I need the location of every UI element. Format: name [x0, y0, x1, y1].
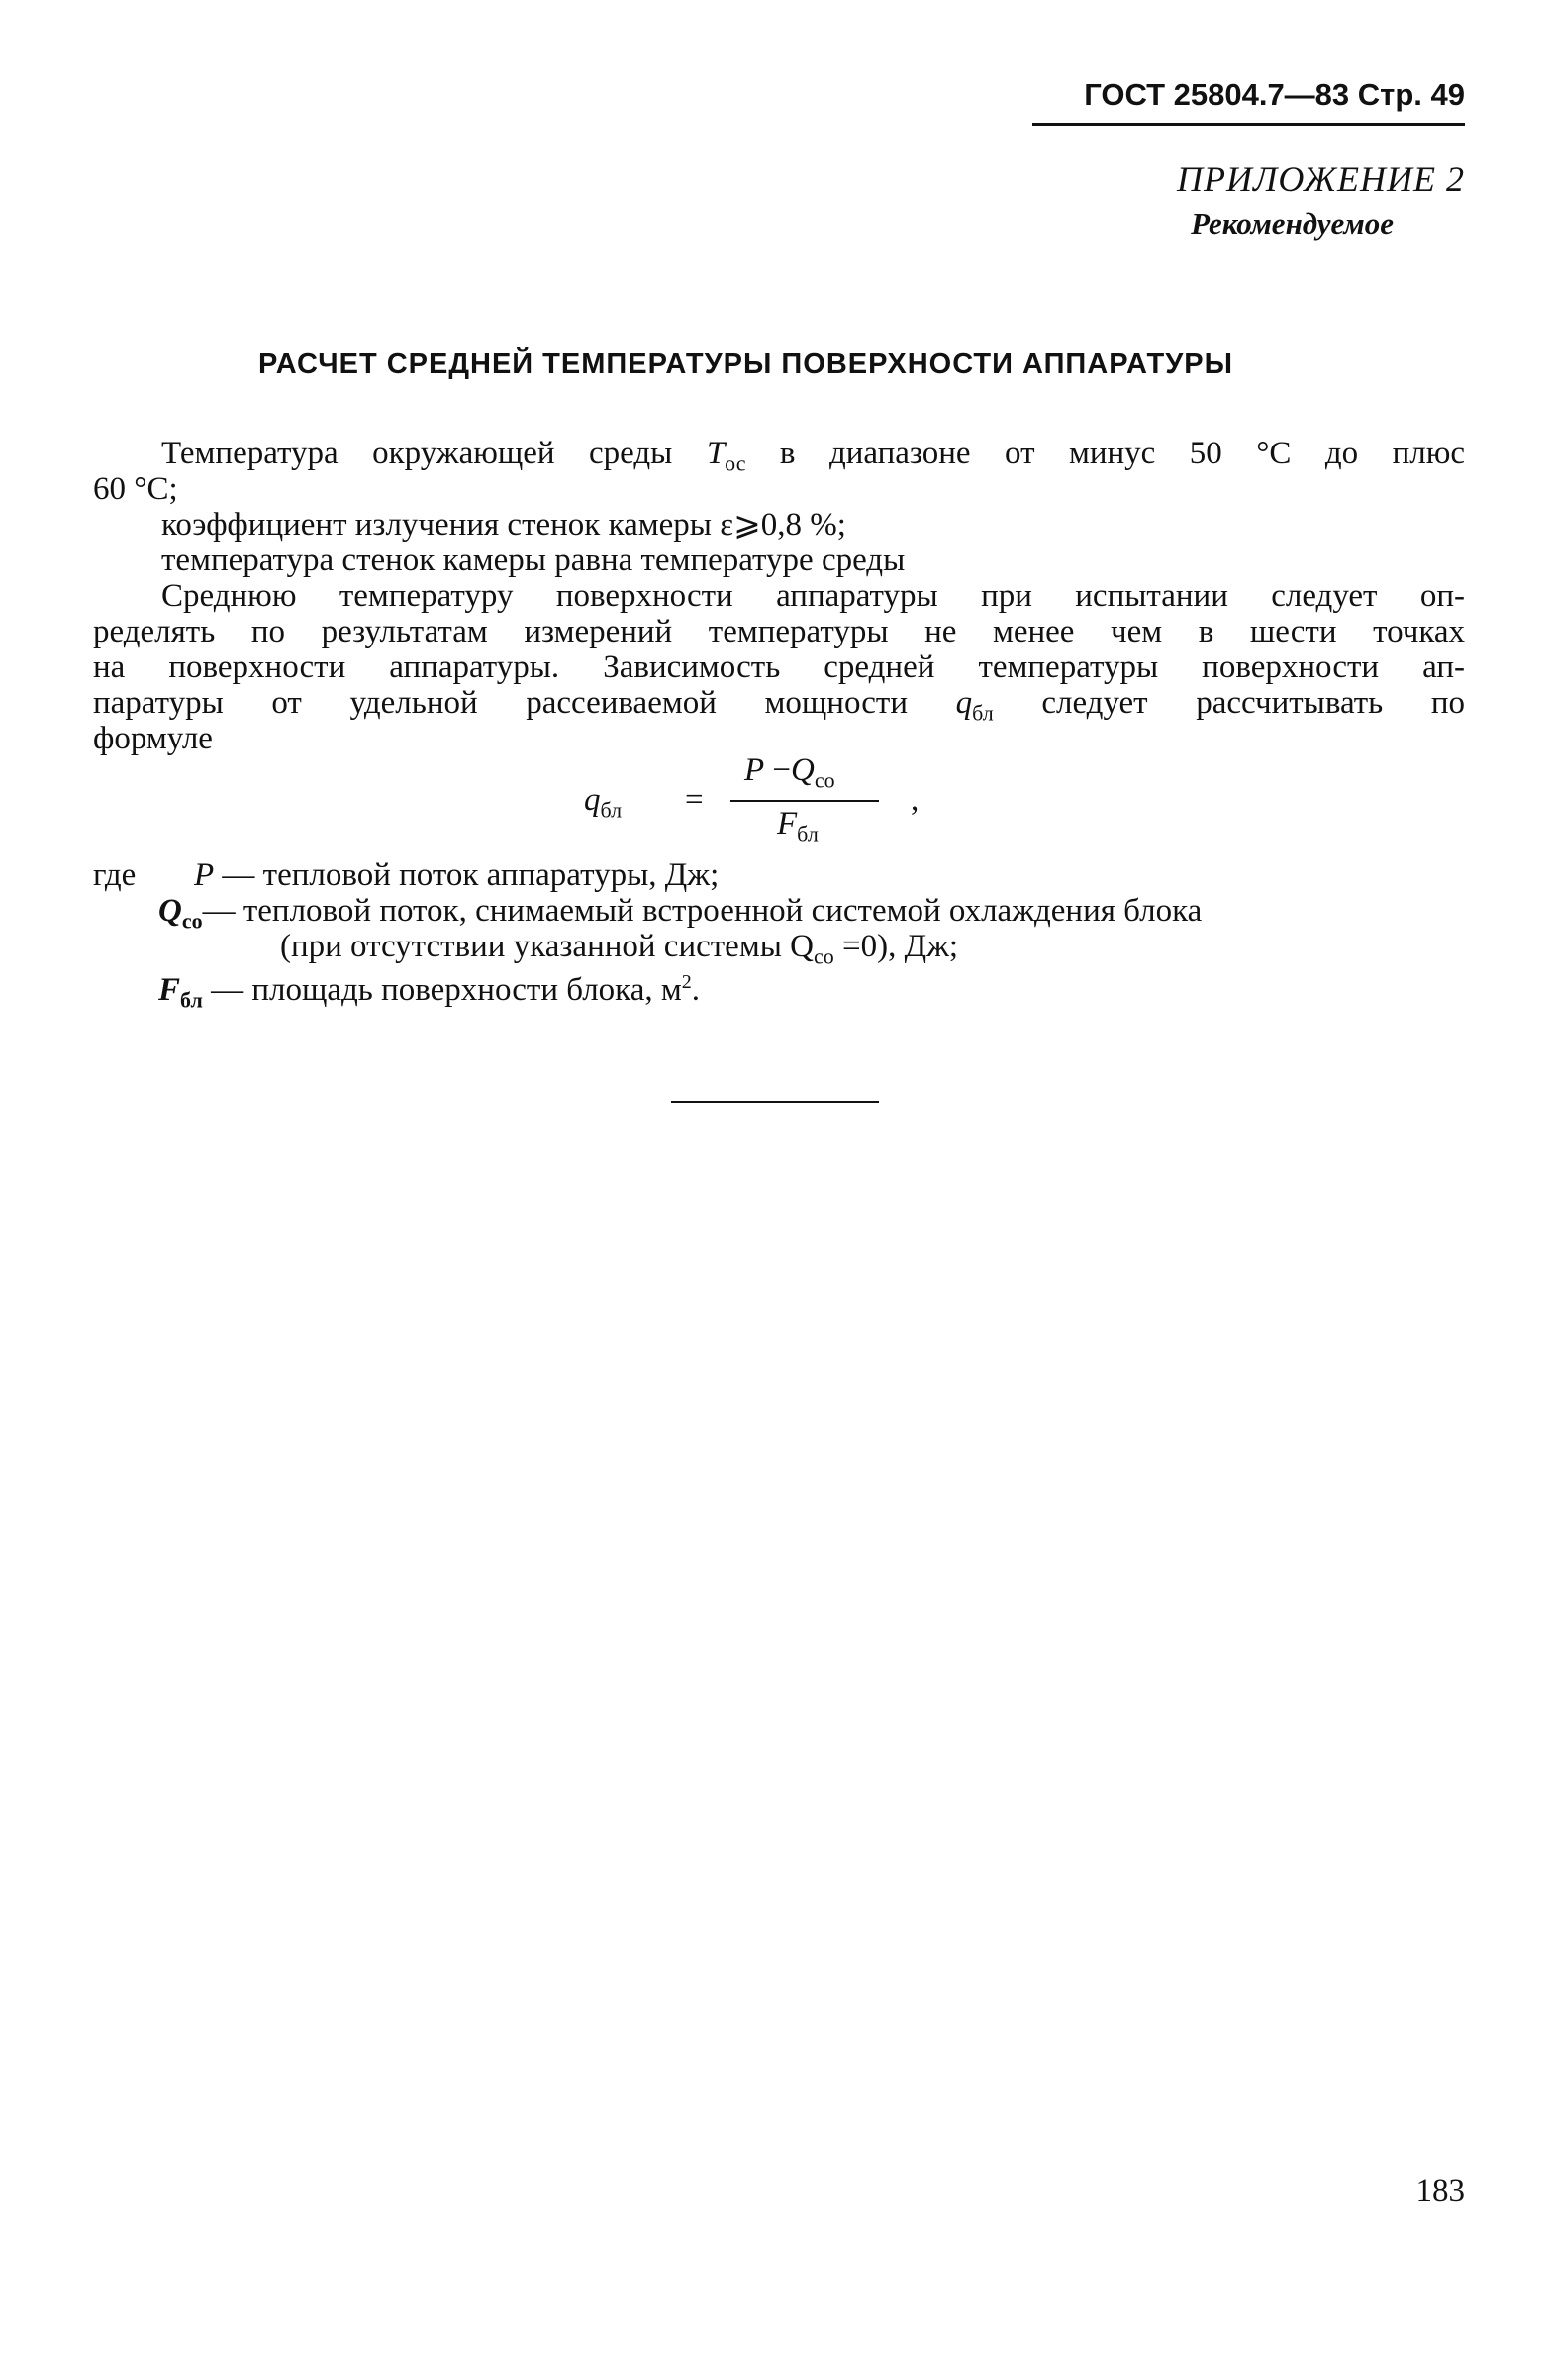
wall-temperature-line: температура стенок камеры равна температуре среды: [161, 543, 906, 578]
section-title: РАСЧЕТ СРЕДНЕЙ ТЕМПЕРАТУРЫ ПОВЕРХНОСТИ АППАРАТУРЫ: [257, 348, 1233, 380]
formula-equals: =: [685, 782, 704, 818]
fraction-bar: [730, 800, 879, 802]
header-rule: [1032, 123, 1465, 126]
appendix-label: ПРИЛОЖЕНИЕ 2: [1177, 159, 1465, 199]
paragraph-1-line-1: Температура окружающей среды $T_{ос}$ в диапазоне от минус 50 °С до плюс: [161, 436, 1466, 476]
legend-p: P — тепловой поток аппаратуры, Дж;: [194, 857, 720, 893]
paragraph-2-line-2: ределять по результатам измерений температуры не менее чем в шести точках: [93, 614, 1465, 649]
document-header: ГОСТ 25804.7—83 Стр. 49: [1084, 77, 1465, 112]
heat-density-formula: [574, 752, 970, 851]
legend-f: $F_{бл}$ — площадь поверхности блока, $м^2$.: [158, 971, 700, 1013]
formula-numerator: $P -Q_{со}$: [744, 752, 835, 793]
legend-q: $Q_{со}—$ тепловой поток, снимаемый встроенной системой охлаждения блока: [158, 893, 1203, 934]
paragraph-1-line-2: 60 °С;: [93, 471, 178, 507]
page-number: 183: [1415, 2173, 1465, 2209]
legend-q-continuation: (при отсутствии указанной системы $Q_{со} =0$), Дж;: [280, 929, 959, 969]
paragraph-2-line-3: на поверхности аппаратуры. Зависимость средней температуры поверхности ап-: [93, 649, 1465, 685]
formula-comma: ,: [911, 782, 920, 818]
paragraph-2-line-4: паратуры от удельной рассеиваемой мощности $q_{бл}$ следует рассчитывать по: [93, 685, 1465, 726]
end-rule: [671, 1101, 879, 1103]
paragraph-2-line-1: Среднюю температуру поверхности аппаратуры при испытании следует оп-: [161, 578, 1465, 614]
formula-lhs: $q_{бл}$: [584, 782, 623, 823]
appendix-status: Рекомендуемое: [1191, 206, 1394, 241]
legend-where: где: [93, 857, 137, 893]
formula-denominator: $F_{бл}$: [777, 806, 819, 846]
paragraph-2-line-5: формуле: [93, 721, 213, 756]
emissivity-line: коэффициент излучения стенок камеры ε⩾0,8 %;: [161, 507, 846, 543]
